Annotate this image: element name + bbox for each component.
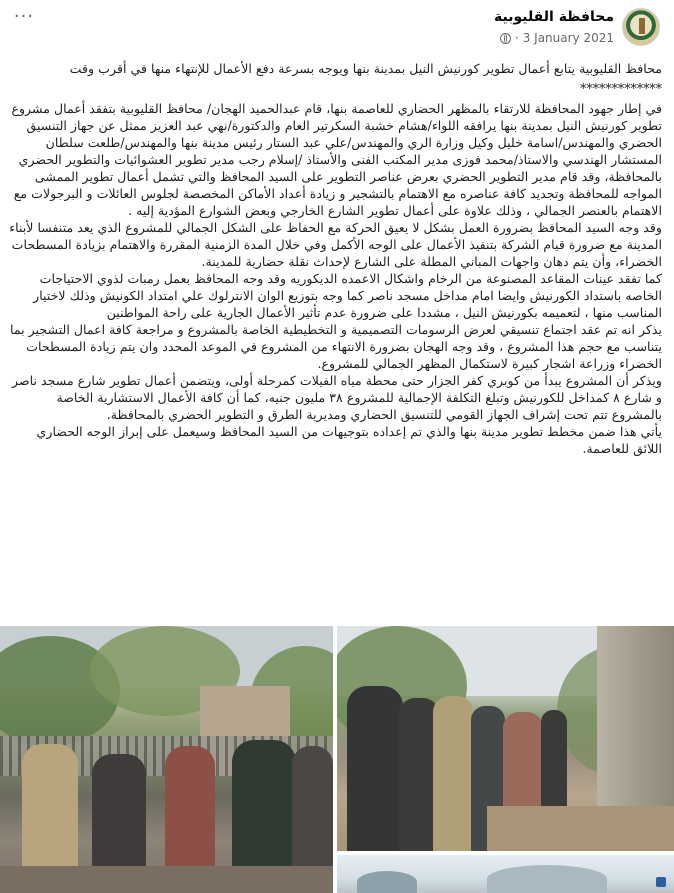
post-headline: محافظ القليوبية يتابع أعمال تطوير كورنيش النيل بمدينة بنها ويوجه بسرعة دفع الأعمال للإنتهاء منها في أقرب وقت bbox=[69, 61, 662, 76]
post-meta bbox=[500, 31, 614, 45]
post-paragraph: في إطار جهود المحافظة للارتقاء بالمظهر الحضاري للعاصمة بنها، قام عبدالحميد الهجان/ محافظ القليوبية بتفقد أعمال مشروع تطوير كورنيش النيل بمدينة بنها يرافقه اللواء/هشام خشبة السكرتير العام والدكتورة/نهي عبد العزيز ممثل عن جهاز التنسيق الحضري والمهندس/اسامة خليل وكيل وزارة الري والمهندس/علي عبد الستار رئيس مدينة بنها والمهندس/طلعت سلطان المستشار الهندسي والاستاذ/محمد فوزى مدير المكتب الفنى والأستاذ /إسلام رجب مدير تطوير العشوائيات والتطوير الحضري بالمحافظة، وقد قام مدير التطوير الحضري بعرض عناصر التطوير على السيد المحافظ والتي تشمل أعمال تطوير الممشى المواجه للمحافظة وتجديد كافة عناصره مع الاهتمام بالتشجير و زيادة أعداد الأماكن المخصصة لجلوس العائلات و البرجولات مع الاهتمام بالعنصر الجمالي ، وذلك علاوة على أعمال تطوير الشارع الخارجي وبعض الشوارع المؤدية إليه . bbox=[11, 101, 662, 218]
post-text bbox=[6, 60, 662, 457]
more-options-button[interactable]: ··· bbox=[13, 6, 35, 27]
page-avatar[interactable] bbox=[622, 8, 660, 46]
post-paragraph: وقد وجه السيد المحافظ بضرورة العمل بشكل لا يعيق الحركة مع الحفاظ على الشكل الجمالي للمشروع الذي يعد متنفسا لأبناء المدينة مع ضرورة قيام الشركة بتنفيذ الأعمال على الوجه الأكمل وفي خلال المدة الزمنية المقررة والاهتمام بزيادة المسطحات الخضراء، وأن يتم دهان واجهات المباني المطلة على الشارع لإحداث نقلة حضارية للمدينة. bbox=[9, 220, 662, 269]
post-header bbox=[0, 0, 674, 54]
meta-separator: · bbox=[514, 31, 519, 45]
page-name-link[interactable]: محافظة القليوبية bbox=[494, 9, 614, 25]
post-photo-right-top[interactable] bbox=[337, 626, 674, 851]
post-paragraph: كما تفقد عينات المقاعد المصنوعة من الرخام واشكال الاعمده الديكوريه وقد وجه المحافظ بعمل رمبات لذوي الاحتياجات الخاصه باستداد الكورنيش وايضا امام مداخل مسجد ناصر كما وجه بتوزيع الوان الانترلوك علي امتداد الكونيش وذلك لاختيار المناسب منها ، لتعميمه بكورنيش النيل ، مشددا على ضرورة عدم تأثير الأعمال الجارية على راحة المواطنين bbox=[33, 271, 662, 320]
post-paragraph: يأتي هذا ضمن مخطط تطوير مدينة بنها والذي تم إعداده بتوجيهات من السيد المحافظ وسيعمل على إبراز الوجه الحضاري اللائق للعاصمة. bbox=[36, 424, 662, 456]
post-photo-left[interactable] bbox=[0, 626, 333, 893]
post-date-link[interactable]: 3 January 2021 bbox=[522, 31, 614, 45]
post-paragraph: يذكر انه تم عقد اجتماع تنسيقي لعرض الرسومات التصميمية و التخطيطية الخاصة بالمشروع و مراجعة كافة اعمال التشجير بما يتناسب مع حجم هذا المشروع ، وقد وجه الهجان بضرورة الانتهاء من المشروع في الموعد المحدد وان يتم زيادة المسطحات الخضراء وزراعة اشجار كبيرة لاستكمال المظهر الجمالي للمشروع. bbox=[9, 322, 662, 371]
globe-icon bbox=[500, 33, 511, 44]
post-photo-right-bottom[interactable] bbox=[337, 855, 674, 893]
photo-watermark-icon bbox=[656, 877, 666, 887]
post-paragraph: ويذكر أن المشروع يبدأ من كوبري كفر الجزار حتى محطة مياه الفيلات كمرحلة أولى، ويتضمن أعمال تطوير شارع مسجد ناصر و شارع ٨ كمداخل للكورنيش وتبلغ التكلفة الإجمالية للمشروع ٣٨ مليون جنيه، كما أن كافة الأعمال الاستشارية الخاصة بالمشروع تتم تحت إشراف الجهاز القومي للتنسيق الحضاري ومديرية الطرق و التطوير الحضري بالمحافظة. bbox=[12, 373, 662, 422]
post-separator-stars: ************* bbox=[580, 81, 662, 96]
